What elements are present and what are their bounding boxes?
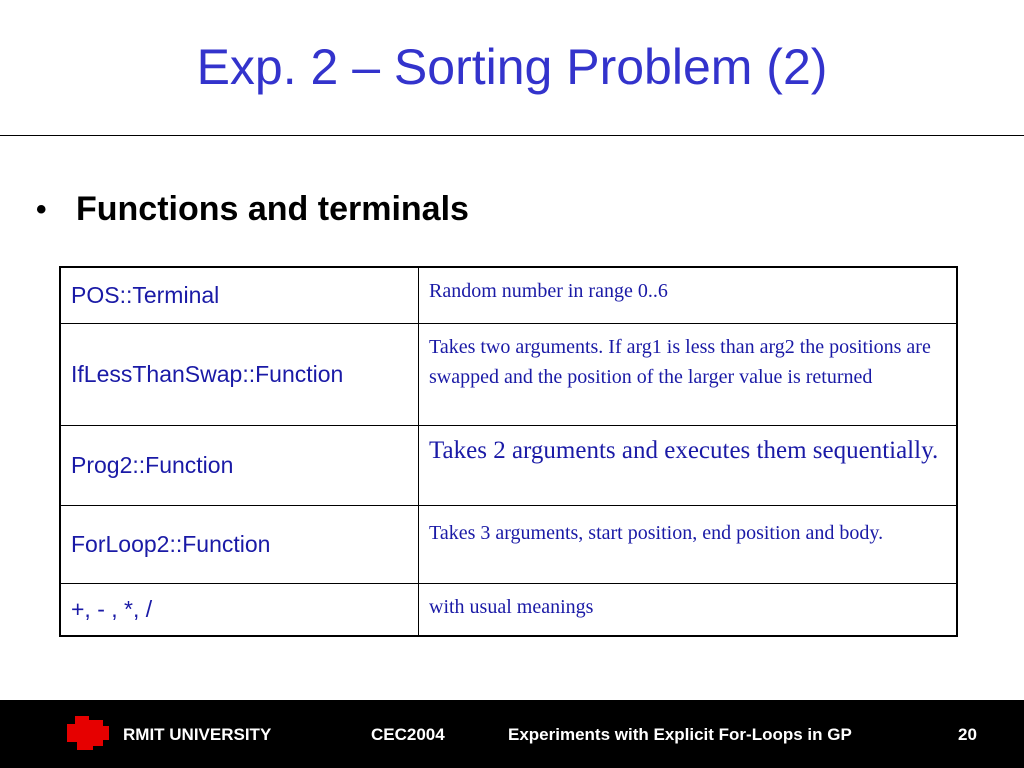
table-row — [60, 583, 957, 636]
table-row — [60, 267, 957, 323]
table-cell-description: Takes 3 arguments, start position, end position and body. — [419, 505, 958, 583]
bullet-icon: • — [36, 192, 47, 226]
footer-talk-title: Experiments with Explicit For-Loops in GP — [508, 725, 852, 744]
table-row — [60, 323, 957, 425]
table-cell-name: IfLessThanSwap::Function — [60, 323, 419, 425]
footer-page-number: 20 — [958, 725, 977, 744]
table-row — [60, 505, 957, 583]
footer-course: CEC2004 — [371, 725, 445, 744]
bullet-text: Functions and terminals — [76, 190, 469, 228]
table-cell-name: +, - , *, / — [60, 583, 419, 636]
table-cell-name: Prog2::Function — [60, 425, 419, 505]
table-cell-description: Takes 2 arguments and executes them sequentially. — [419, 425, 958, 505]
bullet-item — [36, 190, 469, 229]
table-cell-description: Random number in range 0..6 — [419, 267, 958, 323]
slide-title: Exp. 2 – Sorting Problem (2) — [196, 39, 828, 95]
table-cell-name: POS::Terminal — [60, 267, 419, 323]
table-cell-description: Takes two arguments. If arg1 is less than arg2 the positions are swapped and the position of the larger value is returned — [419, 323, 958, 425]
functions-terminals-table — [59, 266, 958, 637]
table-row — [60, 425, 957, 505]
footer-bar — [0, 700, 1024, 768]
table-cell-name: ForLoop2::Function — [60, 505, 419, 583]
rmit-logo-icon — [67, 714, 109, 752]
footer-university: RMIT UNIVERSITY — [123, 725, 272, 744]
table-cell-description: with usual meanings — [419, 583, 958, 636]
title-divider — [0, 135, 1024, 136]
